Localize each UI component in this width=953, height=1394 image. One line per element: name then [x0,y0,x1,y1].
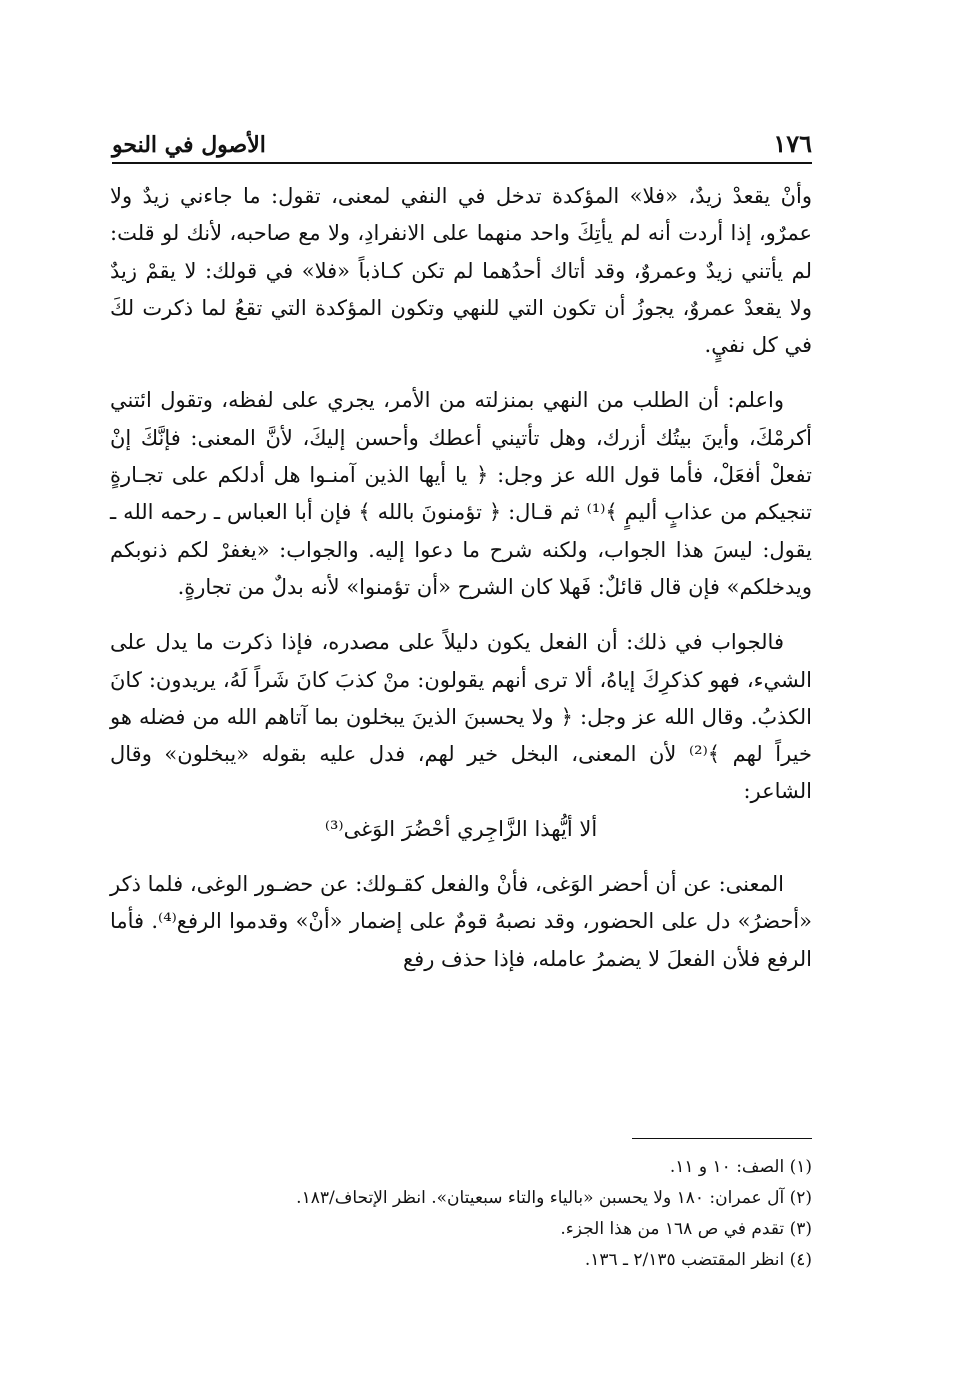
footnotes [110,1152,812,1276]
footnote-1: (١) الصف: ١٠ و ١١. [669,1157,812,1177]
paragraph-1: وأنْ يقعدْ زيدٌ، «فلا» المؤكدة تدخل في النفي لمعنى، تقول: ما جاءني زيدٌ ولا عمرٌو، إذا أردت أنه لم يأتِكَ واحد منهما على الانفرادِ، ولا مع صاحبه، لأنك لو قلت: لم يأتني زيدٌ وعمروٌ، وقد أتاك أحدُهما لم تكن كـاذباً «فلا» في قولك: لا يقمْ زيدٌ ولا يقعدْ عمروٌ، يجوزُ أن تكون التي للنهي وتكون المؤكدة التي تقعُ لما ذكرت لكَ في كل نفيٍ. [110,184,812,358]
paragraph-2: واعلم: أن الطلب من النهي بمنزلته من الأمر، يجري على لفظه، وتقول ائتني أكرمْكَ، وأينَ بيتُك أزرك، وهل تأتيني أعطك وأحسن إليكَ، لأنَّ المعنى: فإنَّكَ إنْ تفعلْ أفعَلْ، فأما قول الله عز وجل: ﴿ يا أيها الذين آمنـوا هل أدلكم على تجـارةٍ تنجيكم من عذابٍ أليمٍ ﴾⁽¹⁾ ثم قـال: ﴿ تؤمنونَ بالله ﴾ فإن أبا العباس ـ رحمه الله ـ يقول: ليسَ هذا الجواب، ولكنه شرح ما دعوا إليه. والجواب: «يغفرْ لكم ذنوبكم ويدخلكم» فإن قال قائلٌ: فَهلا كان الشرح «أن تؤمنوا» لأنه بدلٌ من تجارةٍ. [110,388,812,599]
footnote-3: (٣) تقدم في ص ١٦٨ من هذا الجزء. [560,1219,812,1239]
paragraph-4: المعنى: عن أن أحضر الوَغى، فأنْ والفعل كقـولك: عن حضـور الوغى، فلما ذكر «أحضرُ» دل على الحضور، وقد نصبهُ قومٌ على إضمار «أنْ» وقدموا الرفع⁽⁴⁾. فأما الرفع فلأن الفعلَ لا يضمرُ عامله، فإذا حذف رفع [110,872,812,971]
footnote-4: (٤) انظر المقتضب ٢/١٣٥ ـ ١٣٦. [584,1250,812,1270]
poetry-verse: ألا أيُّهذا الزَّاجِري أحْضُرَ الوَغى⁽³⁾ [324,816,598,841]
main-text [110,178,812,978]
page-header [112,118,812,164]
paragraph-3: فالجواب في ذلك: أن الفعل يكون دليلاً على مصدره، فإذا ذكرت ما يدل على الشيء، فهو كذكرِكَ إياهُ، ألا ترى أنهم يقولون: منْ كذبَ كانَ شَراً لَهُ، يريدون: كانَ الكذبُ. وقال الله عز وجل: ﴿ ولا يحسبنَ الذينَ يبخلون بما آتاهم الله من فضله هو خيراً لهم ﴾⁽²⁾ لأن المعنى، البخل خير لهم، فدل عليه بقوله «يبخلون» وقال الشاعر: [110,630,813,804]
page-number: ١٧٦ [773,129,812,158]
footnote-2: (٢) آل عمران: ١٨٠ ولا يحسبن «بالياء والتاء سبعيتان». انظر الإتحاف/١٨٣. [296,1188,812,1208]
footnote-divider [632,1138,812,1139]
book-title: الأصول في النحو [112,132,266,158]
